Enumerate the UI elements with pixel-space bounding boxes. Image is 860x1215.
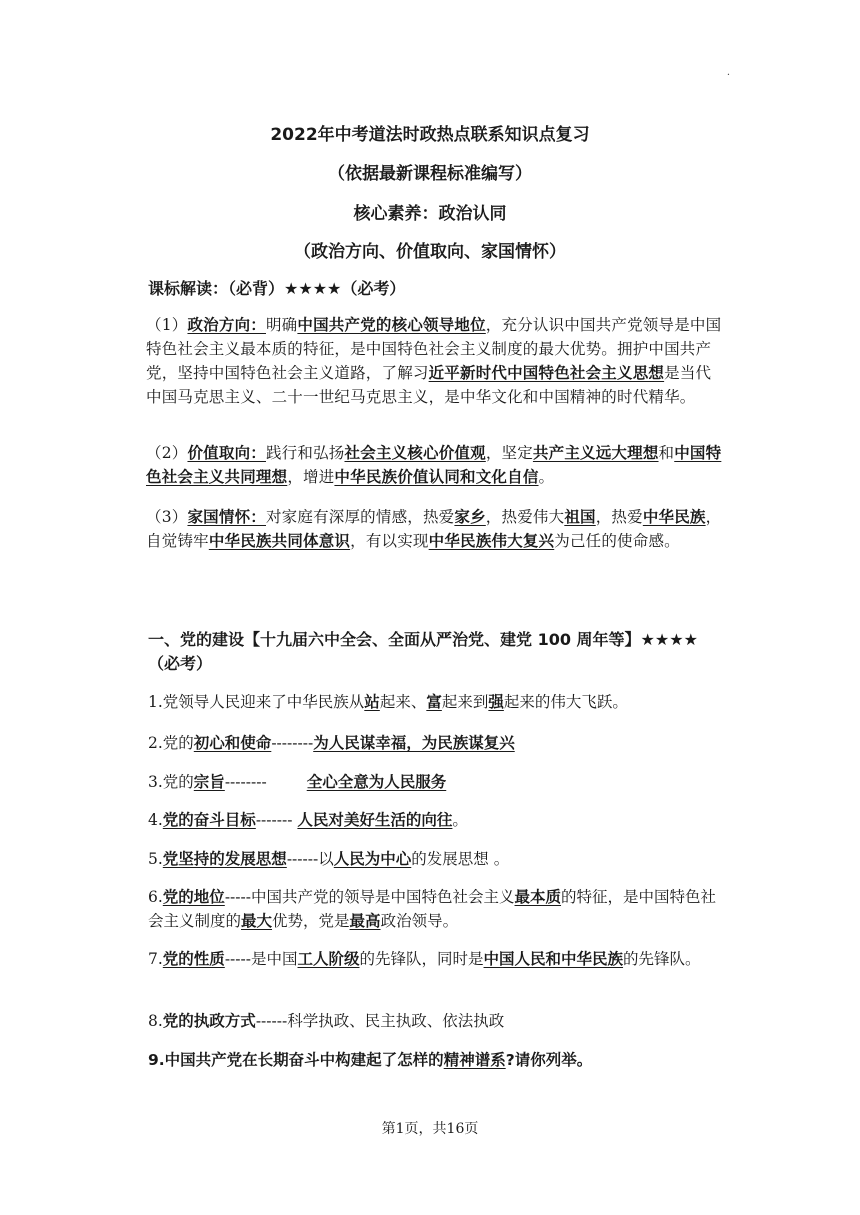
para-number: （1） bbox=[146, 316, 188, 334]
text: 践行和弘扬 bbox=[265, 444, 345, 462]
key-term: 人民对美好生活的向往 bbox=[297, 811, 453, 829]
key-term: 党的性质 bbox=[162, 950, 225, 968]
text: 起来到 bbox=[441, 693, 489, 711]
key-term: 中国人民和中华民族 bbox=[483, 950, 624, 968]
standard-interpretation-heading: 课标解读：（必背）★★★★（必考） bbox=[148, 279, 406, 298]
key-term: 为人民谋幸福，为民族谋复兴 bbox=[313, 734, 515, 752]
text: ?请你列举。 bbox=[505, 1051, 593, 1069]
text: 和 bbox=[658, 444, 675, 462]
text: ，增进 bbox=[287, 468, 335, 486]
para-label: 政治方向： bbox=[187, 316, 266, 334]
text: 。 bbox=[452, 811, 468, 829]
key-term: 共产主义远大理想 bbox=[532, 444, 659, 462]
text: 起来的伟大飞跃。 bbox=[503, 693, 628, 711]
text: 对家庭有深厚的情感，热爱 bbox=[265, 508, 455, 526]
text: ，自觉铸牢 bbox=[146, 508, 722, 550]
core-literacy-heading: 核心素养：政治认同 bbox=[353, 204, 507, 224]
text: 是当代中国马克思主义、二十一世纪马克思主义，是中华文化和中国精神的时代精华。 bbox=[146, 364, 712, 406]
text: ，充分认识中国共产党领导是中国特色社会主义最本质的特征，是中国特色社会主义制度的最大优势。拥护中国共产党，坚持中国特色社会主义道路，了解习 bbox=[146, 316, 722, 382]
para-number: （3） bbox=[146, 508, 188, 526]
text: 的发展思想 。 bbox=[411, 850, 510, 868]
text: -------- bbox=[271, 734, 314, 752]
doc-title: 2022年中考道法时政热点联系知识点复习 bbox=[270, 125, 590, 145]
section-heading-party-building: 一、党的建设【十九届六中全会、全面从严治党、建党 100 周年等】★★★★（必考） bbox=[148, 630, 698, 673]
key-term: 中华民族共同体意识 bbox=[208, 532, 351, 550]
text: -----是中国 bbox=[224, 950, 298, 968]
text: 政治领导。 bbox=[380, 912, 459, 930]
text: -----中国共产党的领导是中国特色社会主义 bbox=[224, 888, 515, 906]
key-term: 党的地位 bbox=[162, 888, 225, 906]
text: ------以 bbox=[286, 850, 334, 868]
para-label: 家国情怀： bbox=[187, 508, 266, 526]
core-literacy-subheading: （政治方向、价值取向、家国情怀） bbox=[294, 242, 566, 262]
list-item bbox=[148, 885, 728, 933]
key-term: 全心全意为人民服务 bbox=[306, 773, 447, 791]
text: 3.党的 bbox=[148, 773, 194, 791]
key-term: 党的执政方式 bbox=[162, 1012, 256, 1030]
key-term: 人民为中心 bbox=[333, 850, 412, 868]
key-term: 富 bbox=[426, 693, 442, 711]
text: 为己任的使命感。 bbox=[554, 532, 680, 550]
para-number: （2） bbox=[146, 444, 188, 462]
page-footer: 第1页，共16页 bbox=[381, 1121, 479, 1137]
list-item bbox=[148, 947, 728, 971]
text: 1.党领导人民迎来了中华民族从 bbox=[148, 693, 365, 711]
list-item bbox=[148, 690, 728, 714]
corner-mark: · bbox=[726, 70, 730, 81]
text: ，有以实现 bbox=[350, 532, 429, 550]
text: 6. bbox=[148, 888, 163, 906]
text: 5. bbox=[148, 850, 163, 868]
key-term: 祖国 bbox=[564, 508, 596, 526]
key-term: 中华民族价值认同和文化自信 bbox=[334, 468, 539, 486]
list-item bbox=[148, 1009, 728, 1033]
text: 的特征，是中国特色社会主义制度的 bbox=[148, 888, 717, 930]
text: ，热爱伟大 bbox=[485, 508, 565, 526]
key-term: 家乡 bbox=[454, 508, 486, 526]
key-term: 中国特色社会主义共同理想 bbox=[146, 444, 722, 486]
key-term: 宗旨 bbox=[193, 773, 225, 791]
key-term: 近平新时代中国特色社会主义思想 bbox=[428, 364, 665, 382]
key-term: 工人阶级 bbox=[297, 950, 360, 968]
text: 7. bbox=[148, 950, 163, 968]
text: 优势，党是 bbox=[272, 912, 350, 930]
text: 4. bbox=[148, 811, 163, 829]
key-term: 最本质 bbox=[514, 888, 562, 906]
paragraph-political-direction bbox=[146, 313, 726, 409]
text: ，热爱 bbox=[595, 508, 643, 526]
list-item bbox=[148, 847, 728, 871]
key-term: 初心和使命 bbox=[193, 734, 272, 752]
key-term: 社会主义核心价值观 bbox=[344, 444, 486, 462]
key-term: 最高 bbox=[349, 912, 381, 930]
list-item bbox=[148, 731, 728, 755]
text: 8. bbox=[148, 1012, 163, 1030]
key-term: 党的奋斗目标 bbox=[162, 811, 256, 829]
list-item bbox=[148, 808, 728, 832]
paragraph-patriotism bbox=[146, 505, 726, 553]
text: 2.党的 bbox=[148, 734, 194, 752]
text: -------- bbox=[224, 773, 267, 791]
key-term: 最大 bbox=[241, 912, 273, 930]
list-item-question bbox=[148, 1048, 728, 1072]
key-term: 精神谱系 bbox=[443, 1051, 506, 1069]
doc-subtitle: （依据最新课程标准编写） bbox=[328, 164, 532, 184]
key-term: 党坚持的发展思想 bbox=[162, 850, 287, 868]
text: 。 bbox=[538, 468, 555, 486]
text: 明确 bbox=[265, 316, 298, 334]
key-term: 站 bbox=[364, 693, 380, 711]
text: ------- bbox=[255, 811, 298, 829]
text: 9.中国共产党在长期奋斗中构建起了怎样的 bbox=[148, 1051, 444, 1069]
key-term: 中华民族 bbox=[642, 508, 706, 526]
list-item bbox=[148, 770, 728, 794]
paragraph-value-orientation bbox=[146, 441, 726, 489]
key-term: 中国共产党的核心领导地位 bbox=[297, 316, 486, 334]
text: 起来、 bbox=[379, 693, 427, 711]
text: 的先锋队，同时是 bbox=[359, 950, 484, 968]
text: ------科学执政、民主执政、依法执政 bbox=[255, 1012, 505, 1030]
text: ，坚定 bbox=[485, 444, 533, 462]
key-term: 中华民族伟大复兴 bbox=[428, 532, 555, 550]
text: 的先锋队。 bbox=[623, 950, 701, 968]
key-term: 强 bbox=[488, 693, 504, 711]
para-label: 价值取向： bbox=[187, 444, 266, 462]
